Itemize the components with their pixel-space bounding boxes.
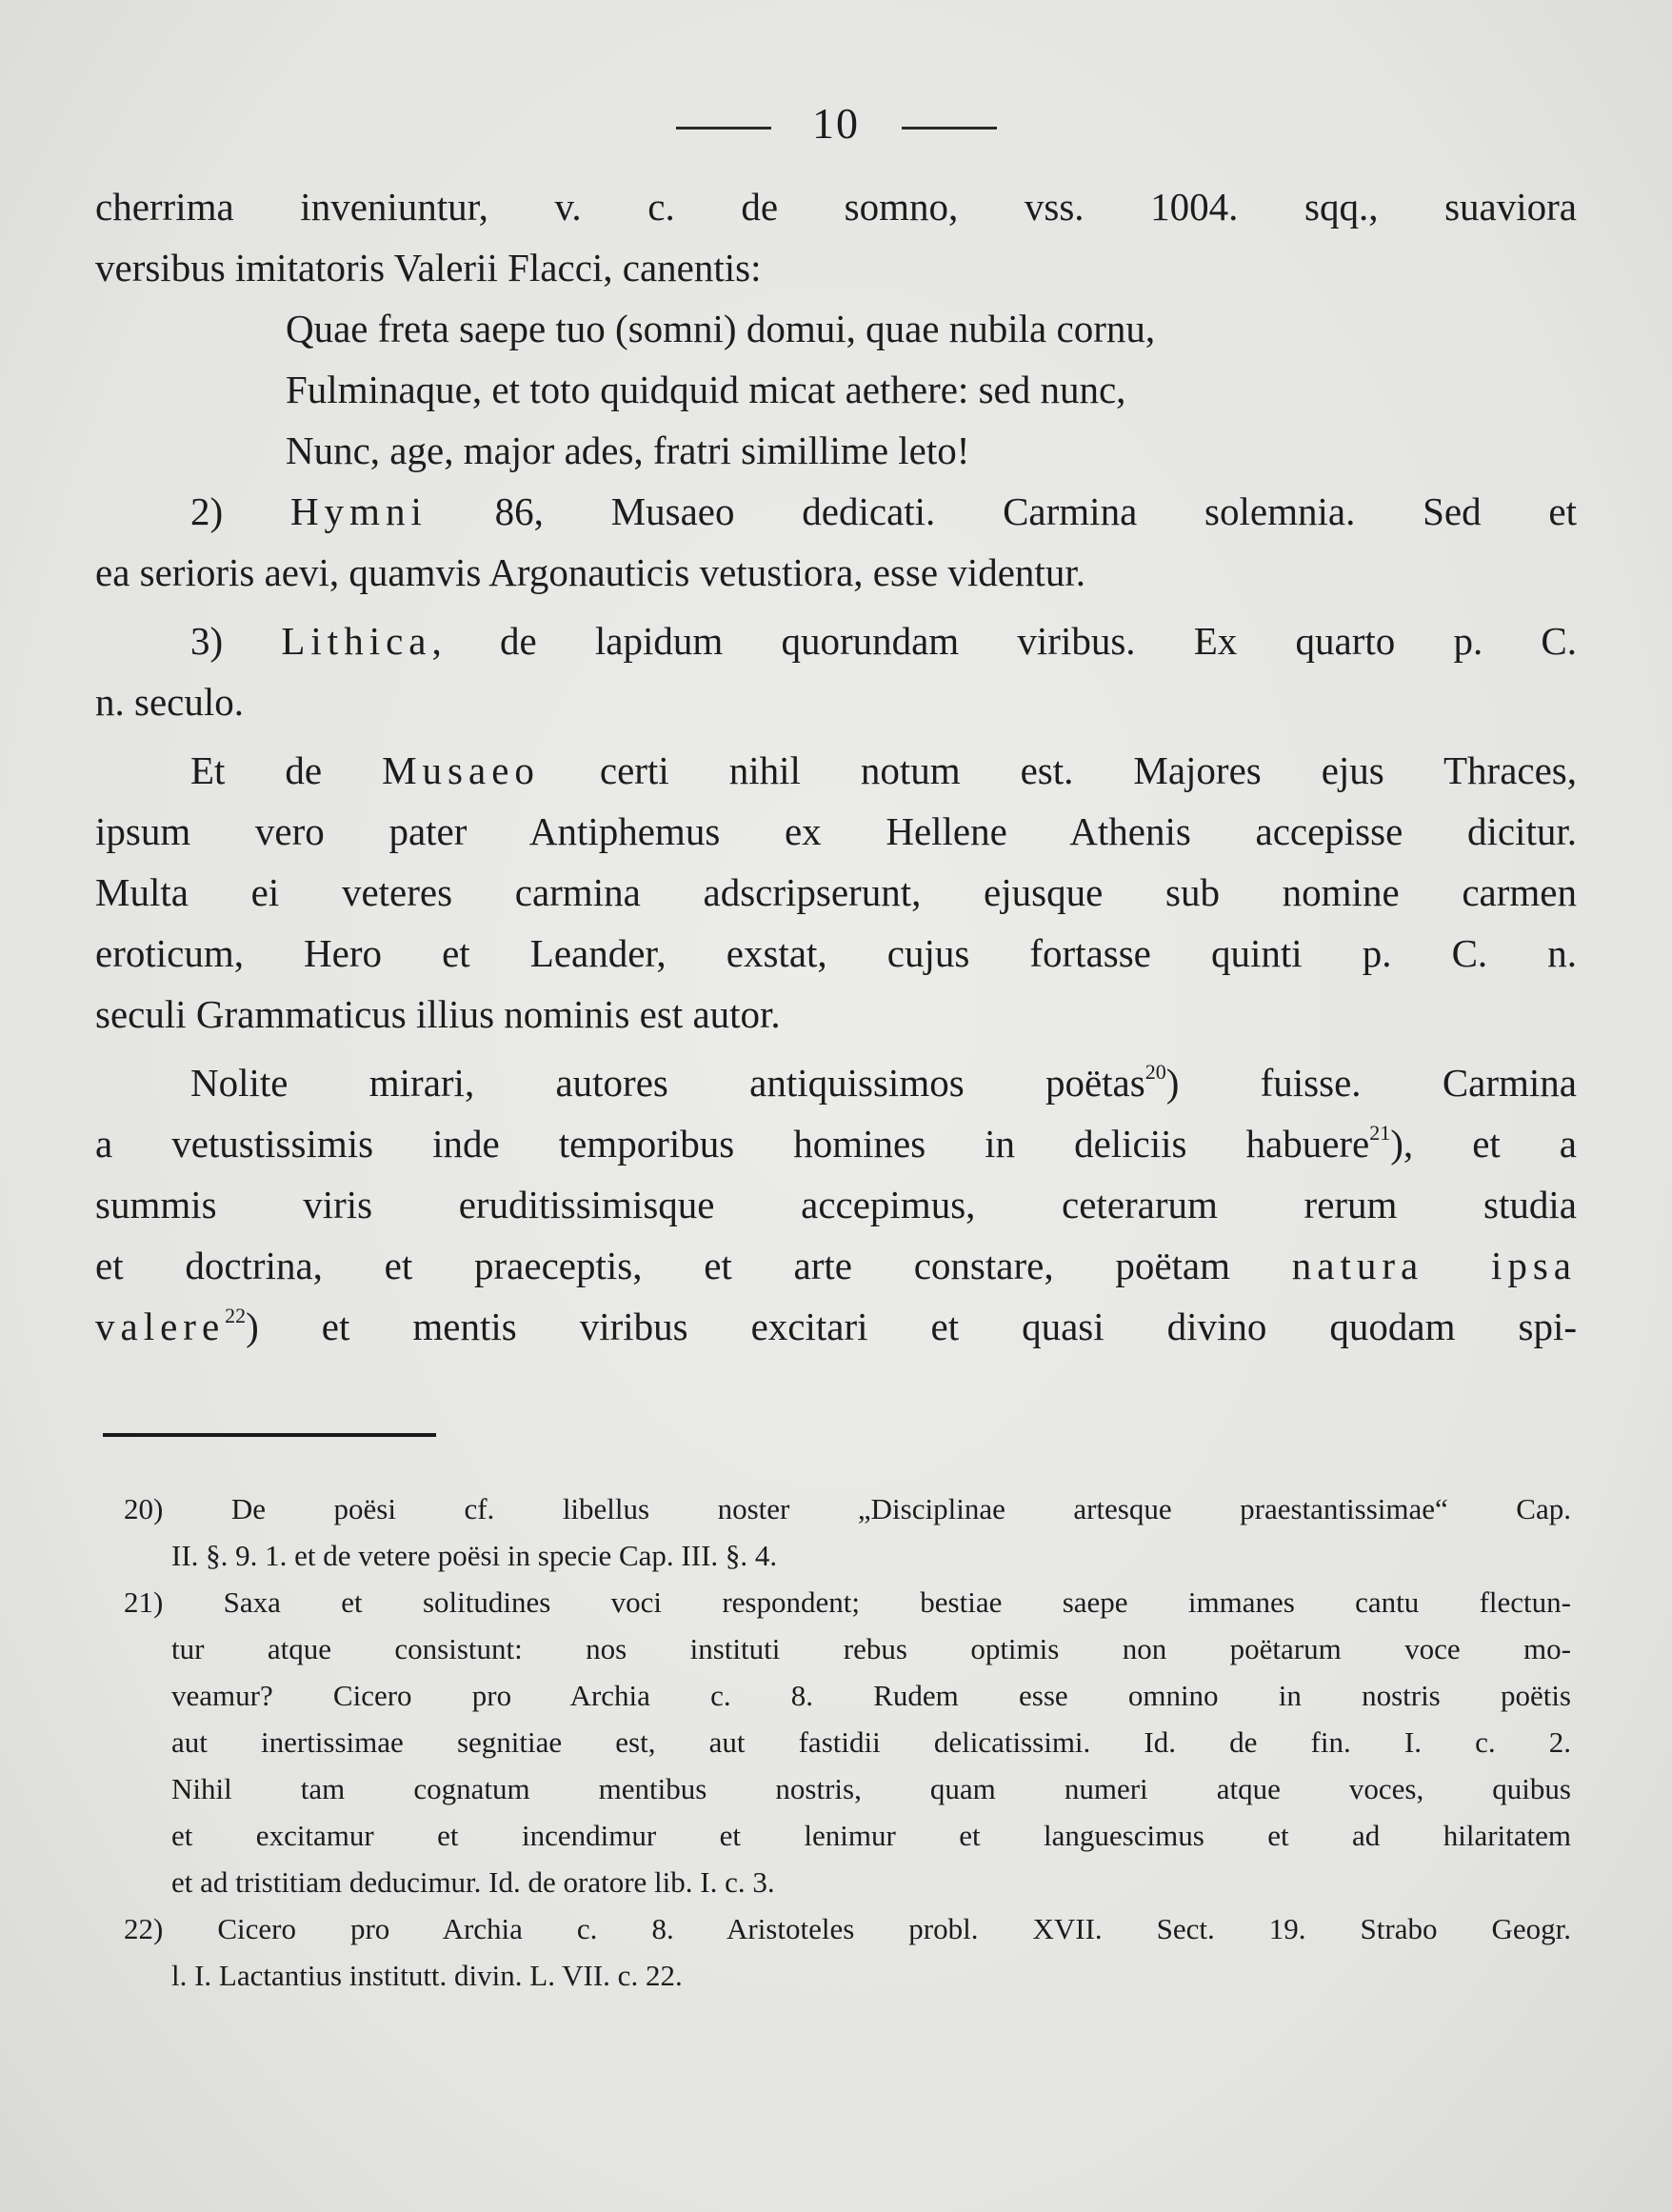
text-fragment: ), et a: [1390, 1122, 1577, 1166]
text-fragment: ) et mentis viribus excitari et quasi divino quodam spi-: [246, 1305, 1577, 1348]
text-fragment: et doctrina, et praeceptis, et arte constare, poëtam: [95, 1244, 1292, 1287]
text-line: ea serioris aevi, quamvis Argonauticis vetustiora, esse videntur.: [95, 550, 1085, 594]
footnote-divider: [103, 1433, 436, 1437]
verse-line: Nunc, age, major ades, fratri simillime leto!: [286, 428, 970, 472]
text-line: [95, 1235, 1577, 1296]
page-header: [0, 95, 1672, 152]
text-fragment: certi nihil notum est. Majores ejus Thraces,: [539, 748, 1577, 792]
spaced-term: Hymni: [289, 489, 428, 533]
footnote-line: veamur? Cicero pro Archia c. 8. Rudem esse omnino in nostris poëtis: [171, 1679, 1571, 1712]
text-line: Multa ei veteres carmina adscripserunt, ejusque sub nomine carmen: [95, 870, 1577, 914]
text-line: [95, 1113, 1577, 1174]
footnote-20: [124, 1485, 1571, 1579]
text-line: [95, 1296, 1577, 1357]
footnotes: [124, 1485, 1571, 1999]
header-dash-left: [676, 127, 771, 130]
text-fragment: 86, Musaeo dedicati. Carmina solemnia. Sed et: [427, 489, 1577, 533]
spaced-term: Musaeo: [382, 748, 540, 792]
text-line: [95, 481, 1577, 542]
text-fragment: Nolite mirari, autores antiquissimos poëtas: [190, 1061, 1145, 1105]
text-fragment: 2): [190, 489, 290, 533]
header-dash-right: [902, 127, 997, 130]
verse-line: Quae freta saepe tuo (somni) domui, quae nubila cornu,: [286, 307, 1156, 350]
text-line: versibus imitatoris Valerii Flacci, canentis:: [95, 246, 762, 289]
footnote-line: et ad tristitiam deducimur. Id. de oratore lib. I. c. 3.: [171, 1865, 775, 1899]
text-fragment: 3): [190, 619, 282, 663]
main-text: [95, 176, 1577, 1357]
footnote-ref: 21: [1369, 1121, 1391, 1145]
text-fragment: Et de: [190, 748, 383, 792]
text-fragment: a vetustissimis inde temporibus homines in deliciis habuere: [95, 1122, 1370, 1166]
footnote-line: aut inertissimae segnitiae est, aut fastidii delicatissimi. Id. de fin. I. c. 2.: [171, 1725, 1571, 1759]
text-line: cherrima inveniuntur, v. c. de somno, vss. 1004. sqq., suaviora: [95, 185, 1577, 229]
text-line: [95, 1052, 1577, 1113]
footnote-22: [124, 1905, 1571, 1999]
spaced-term: natura ipsa: [1291, 1244, 1578, 1287]
text-line: n. seculo.: [95, 680, 244, 724]
text-fragment: , de lapidum quorundam viribus. Ex quarto p. C.: [431, 619, 1578, 663]
text-line: seculi Grammaticus illius nominis est autor.: [95, 992, 781, 1036]
footnote-ref: 22: [225, 1304, 247, 1327]
text-line: ipsum vero pater Antiphemus ex Hellene Athenis accepisse dicitur.: [95, 809, 1577, 853]
footnote-line: 20) De poësi cf. libellus noster „Disciplinae artesque praestantissimae“ Cap.: [124, 1492, 1571, 1525]
footnote-21: [124, 1579, 1571, 1905]
footnote-line: et excitamur et incendimur et lenimur et languescimus et ad hilaritatem: [171, 1819, 1571, 1852]
footnote-ref: 20: [1145, 1060, 1166, 1084]
footnote-line: 22) Cicero pro Archia c. 8. Aristoteles probl. XVII. Sect. 19. Strabo Geogr.: [124, 1912, 1571, 1945]
footnote-line: l. I. Lactantius institutt. divin. L. VII. c. 22.: [171, 1959, 683, 1992]
text-line: [95, 610, 1577, 671]
verse-line: Fulminaque, et toto quidquid micat aethere: sed nunc,: [286, 368, 1126, 411]
spaced-term: Lithica: [281, 619, 432, 663]
text-fragment: ) fuisse. Carmina: [1165, 1061, 1577, 1105]
footnote-line: 21) Saxa et solitudines voci respondent; bestiae saepe immanes cantu flectun-: [124, 1585, 1571, 1619]
verse-quote: [95, 298, 1577, 481]
footnote-line: Nihil tam cognatum mentibus nostris, quam numeri atque voces, quibus: [171, 1772, 1571, 1805]
footnote-line: II. §. 9. 1. et de vetere poësi in specie Cap. III. §. 4.: [171, 1539, 778, 1572]
text-line: summis viris eruditissimisque accepimus, ceterarum rerum studia: [95, 1183, 1577, 1226]
text-line: eroticum, Hero et Leander, exstat, cujus fortasse quinti p. C. n.: [95, 931, 1577, 975]
text-line: [95, 740, 1577, 801]
page-number: 10: [812, 99, 860, 148]
spaced-term: valere: [95, 1305, 226, 1348]
footnote-line: tur atque consistunt: nos instituti rebus optimis non poëtarum voce mo-: [171, 1632, 1571, 1665]
